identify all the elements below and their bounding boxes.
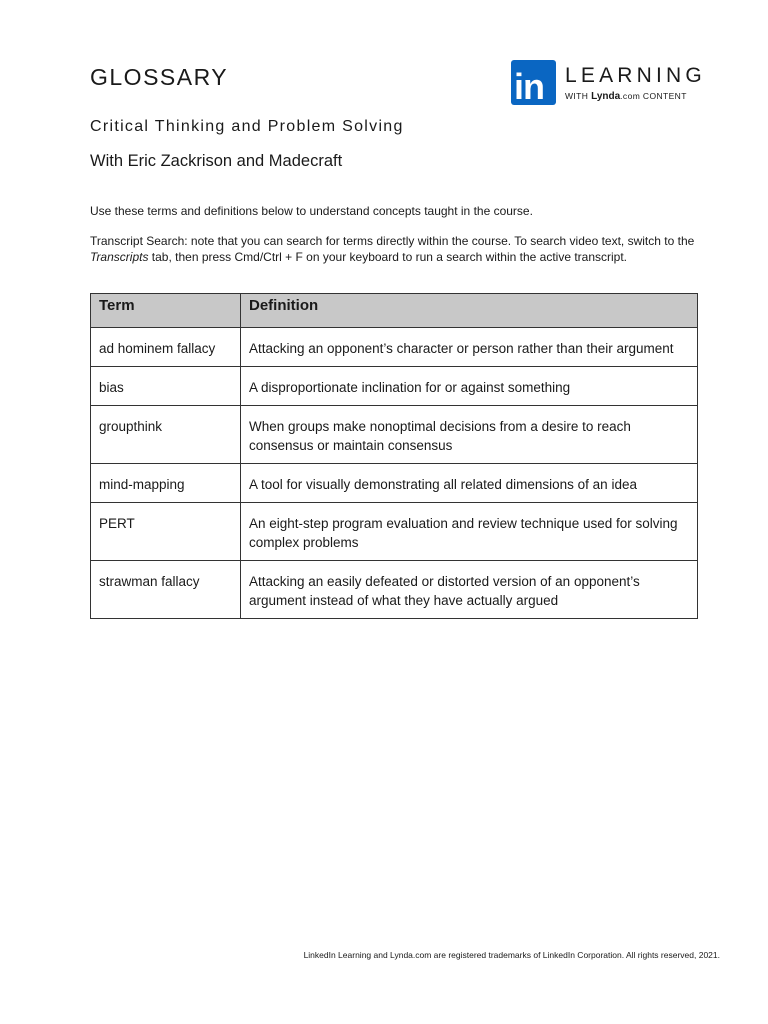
term-cell: bias xyxy=(91,367,241,406)
glossary-table xyxy=(90,293,698,619)
logo-sub-brand: Lynda xyxy=(591,91,621,102)
definition-cell: An eight-step program evaluation and review technique used for solving complex problems xyxy=(241,503,698,561)
term-cell: PERT xyxy=(91,503,241,561)
note-text-1: : note that you can search for terms directly within the course. To search video text, switch to the xyxy=(184,234,695,248)
table-header-row xyxy=(91,294,698,328)
table-row xyxy=(91,561,698,619)
definition-cell: A tool for visually demonstrating all related dimensions of an idea xyxy=(241,464,698,503)
term-cell: strawman fallacy xyxy=(91,561,241,619)
logo-word: LEARNING xyxy=(565,64,706,87)
logo-mark: in xyxy=(514,66,544,107)
table-row xyxy=(91,367,698,406)
table-row xyxy=(91,406,698,464)
linkedin-learning-logo xyxy=(511,60,711,106)
course-authors: With Eric Zackrison and Madecraft xyxy=(90,152,343,170)
logo-sub-prefix: WITH xyxy=(565,91,592,101)
course-title: Critical Thinking and Problem Solving xyxy=(90,118,404,135)
term-cell: ad hominem fallacy xyxy=(91,328,241,367)
linkedin-in-icon xyxy=(511,60,556,105)
definition-cell: Attacking an opponent’s character or person rather than their argument xyxy=(241,328,698,367)
term-cell: mind-mapping xyxy=(91,464,241,503)
logo-subtitle xyxy=(565,91,687,102)
note-italic: Transcripts xyxy=(90,250,149,264)
note-label: Transcript Search xyxy=(90,234,185,248)
transcript-search-note xyxy=(90,233,710,265)
page-title: GLOSSARY xyxy=(90,64,229,90)
table-row xyxy=(91,328,698,367)
footer-copyright: LinkedIn Learning and Lynda.com are registered trademarks of LinkedIn Corporation. All rights reserved, 2021. xyxy=(303,950,720,960)
definition-column-header: Definition xyxy=(241,294,698,328)
definition-cell: A disproportionate inclination for or against something xyxy=(241,367,698,406)
definition-cell: When groups make nonoptimal decisions from a desire to reach consensus or maintain consensus xyxy=(241,406,698,464)
table-row xyxy=(91,464,698,503)
intro-text: Use these terms and definitions below to understand concepts taught in the course. xyxy=(90,204,533,218)
term-column-header: Term xyxy=(91,294,241,328)
note-text-2: tab, then press Cmd/Ctrl + F on your keyboard to run a search within the active transcript. xyxy=(148,250,628,264)
logo-sub-suffix: .com CONTENT xyxy=(620,91,687,101)
term-cell: groupthink xyxy=(91,406,241,464)
table-row xyxy=(91,503,698,561)
definition-cell: Attacking an easily defeated or distorted version of an opponent’s argument instead of what they have actually argued xyxy=(241,561,698,619)
